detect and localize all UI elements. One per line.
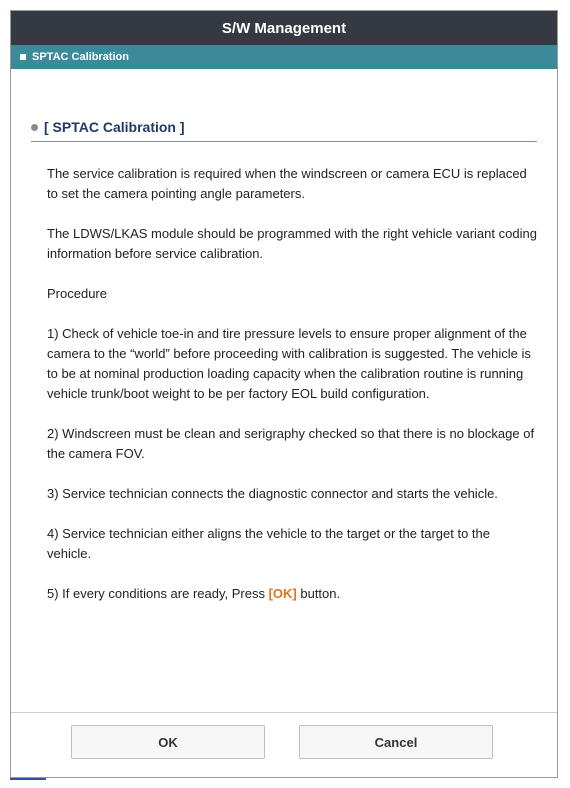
step5-suffix: button. [296,586,341,601]
coding-paragraph: The LDWS/LKAS module should be programmed with the right vehicle variant coding information before service calibration. [47,226,537,261]
square-bullet-icon [20,54,26,60]
procedure-step-3: 3) Service technician connects the diagnostic connector and starts the vehicle. [47,486,498,501]
step5-prefix: 5) If every conditions are ready, Press [47,586,269,601]
step5-ok-highlight: [OK] [268,586,297,601]
content-heading-text: [ SPTAC Calibration ] [44,119,185,135]
dialog-title [11,11,557,45]
calibration-content [11,69,557,713]
content-heading [31,119,537,142]
procedure-step-4: 4) Service technician either aligns the vehicle to the target or the target to the vehicle. [47,526,490,561]
corner-accent-line [10,778,46,780]
content-body [31,164,541,604]
dialog-footer [11,712,557,777]
section-bar-label: SPTAC Calibration [32,51,129,63]
dialog-title-text: S/W Management [221,19,347,37]
section-bar [11,45,557,69]
procedure-label: Procedure [47,286,107,301]
circle-bullet-icon [31,124,38,131]
intro-paragraph: The service calibration is required when the windscreen or camera ECU is replaced to set the camera pointing angle parameters. [47,166,527,201]
procedure-step-1: 1) Check of vehicle toe-in and tire pressure levels to ensure proper alignment of the camera to the “world” before proceeding with calibration is suggested. The vehicle is to be at nominal production loading capacity when the calibration routine is running vehicle trunk/boot weight to be per factory EOL build configuration. [47,326,531,401]
procedure-step-2: 2) Windscreen must be clean and serigraphy checked so that there is no blockage of the camera FOV. [47,426,535,461]
procedure-step-5 [47,584,537,604]
cancel-button[interactable]: Cancel [299,725,493,759]
sw-management-dialog [10,10,558,778]
ok-button[interactable]: OK [71,725,265,759]
